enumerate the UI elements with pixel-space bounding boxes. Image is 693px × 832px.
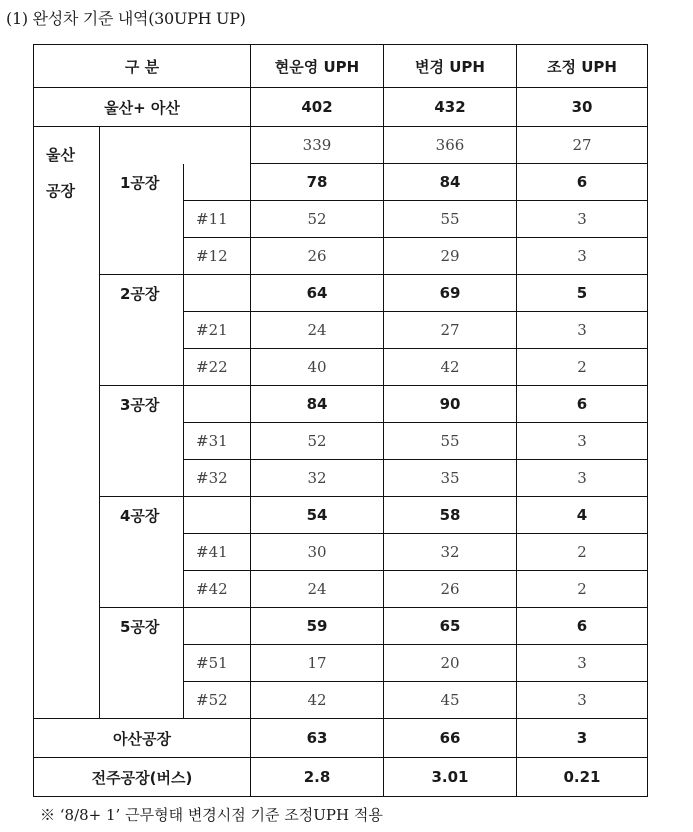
line-current: 32 (251, 460, 384, 497)
plant-changed: 58 (384, 497, 517, 534)
plant-adjust: 6 (517, 386, 648, 423)
plant-row (34, 497, 648, 534)
line-current: 17 (251, 645, 384, 682)
line-adjust: 2 (517, 534, 648, 571)
line-changed: 35 (384, 460, 517, 497)
plant-adjust: 6 (517, 608, 648, 645)
ulsan-label-bottom: 공장 (46, 182, 75, 200)
plant-row (34, 608, 648, 645)
asan-current: 63 (251, 719, 384, 758)
asan-label: 아산공장 (34, 719, 251, 758)
line-current: 24 (251, 571, 384, 608)
total-changed: 432 (384, 88, 517, 127)
ulsan-label-top: 울산 (46, 146, 75, 164)
plant-changed: 84 (384, 164, 517, 201)
plant-adjust: 6 (517, 164, 648, 201)
plant-name: 1공장 (100, 164, 184, 275)
plant-adjust: 5 (517, 275, 648, 312)
line-changed: 20 (384, 645, 517, 682)
line-adjust: 3 (517, 238, 648, 275)
line-current: 24 (251, 312, 384, 349)
plant-adjust: 4 (517, 497, 648, 534)
ulsan-spacer (100, 127, 251, 164)
line-changed: 29 (384, 238, 517, 275)
header-row (34, 45, 648, 88)
header-adjust: 조정 UPH (517, 45, 648, 88)
plant-name: 4공장 (100, 497, 184, 608)
line-adjust: 3 (517, 645, 648, 682)
line-name: #51 (184, 645, 251, 682)
asan-row (34, 719, 648, 758)
plant-changed: 69 (384, 275, 517, 312)
plant-spacer (184, 608, 251, 645)
plant-name: 5공장 (100, 608, 184, 719)
line-changed: 45 (384, 682, 517, 719)
header-current: 현운영 UPH (251, 45, 384, 88)
line-name: #42 (184, 571, 251, 608)
uph-table (33, 44, 648, 797)
total-row (34, 88, 648, 127)
line-current: 26 (251, 238, 384, 275)
line-adjust: 3 (517, 423, 648, 460)
ulsan-label (34, 127, 100, 719)
line-name: #21 (184, 312, 251, 349)
line-adjust: 3 (517, 460, 648, 497)
ulsan-adjust: 27 (517, 127, 648, 164)
jeonju-adjust: 0.21 (517, 758, 648, 797)
jeonju-label: 전주공장(버스) (34, 758, 251, 797)
plant-spacer (184, 164, 251, 201)
plant-current: 84 (251, 386, 384, 423)
line-current: 52 (251, 201, 384, 238)
line-name: #52 (184, 682, 251, 719)
plant-spacer (184, 275, 251, 312)
asan-adjust: 3 (517, 719, 648, 758)
line-name: #41 (184, 534, 251, 571)
plant-current: 64 (251, 275, 384, 312)
line-current: 52 (251, 423, 384, 460)
plant-row (34, 275, 648, 312)
jeonju-row (34, 758, 648, 797)
line-changed: 26 (384, 571, 517, 608)
plant-spacer (184, 386, 251, 423)
plant-spacer (184, 497, 251, 534)
line-adjust: 2 (517, 571, 648, 608)
line-name: #11 (184, 201, 251, 238)
header-category: 구 분 (34, 45, 251, 88)
plant-name: 2공장 (100, 275, 184, 386)
ulsan-current: 339 (251, 127, 384, 164)
header-changed: 변경 UPH (384, 45, 517, 88)
line-adjust: 2 (517, 349, 648, 386)
plant-name: 3공장 (100, 386, 184, 497)
jeonju-changed: 3.01 (384, 758, 517, 797)
line-current: 42 (251, 682, 384, 719)
footnote: ※ ‘8/8+ 1’ 근무형태 변경시점 기준 조정UPH 적용 (40, 806, 383, 824)
plant-current: 78 (251, 164, 384, 201)
total-label: 울산+ 아산 (34, 88, 251, 127)
plant-changed: 90 (384, 386, 517, 423)
line-adjust: 3 (517, 312, 648, 349)
line-changed: 55 (384, 201, 517, 238)
plant-current: 54 (251, 497, 384, 534)
plant-current: 59 (251, 608, 384, 645)
plant-row (34, 164, 648, 201)
line-changed: 27 (384, 312, 517, 349)
section-heading: (1) 완성차 기준 내역(30UPH UP) (6, 9, 246, 28)
line-name: #32 (184, 460, 251, 497)
jeonju-current: 2.8 (251, 758, 384, 797)
plant-row (34, 386, 648, 423)
line-adjust: 3 (517, 682, 648, 719)
ulsan-row (34, 127, 648, 164)
line-name: #12 (184, 238, 251, 275)
line-current: 30 (251, 534, 384, 571)
plant-changed: 65 (384, 608, 517, 645)
line-changed: 42 (384, 349, 517, 386)
asan-changed: 66 (384, 719, 517, 758)
line-changed: 32 (384, 534, 517, 571)
line-adjust: 3 (517, 201, 648, 238)
line-name: #31 (184, 423, 251, 460)
line-changed: 55 (384, 423, 517, 460)
total-adjust: 30 (517, 88, 648, 127)
line-current: 40 (251, 349, 384, 386)
total-current: 402 (251, 88, 384, 127)
line-name: #22 (184, 349, 251, 386)
ulsan-changed: 366 (384, 127, 517, 164)
